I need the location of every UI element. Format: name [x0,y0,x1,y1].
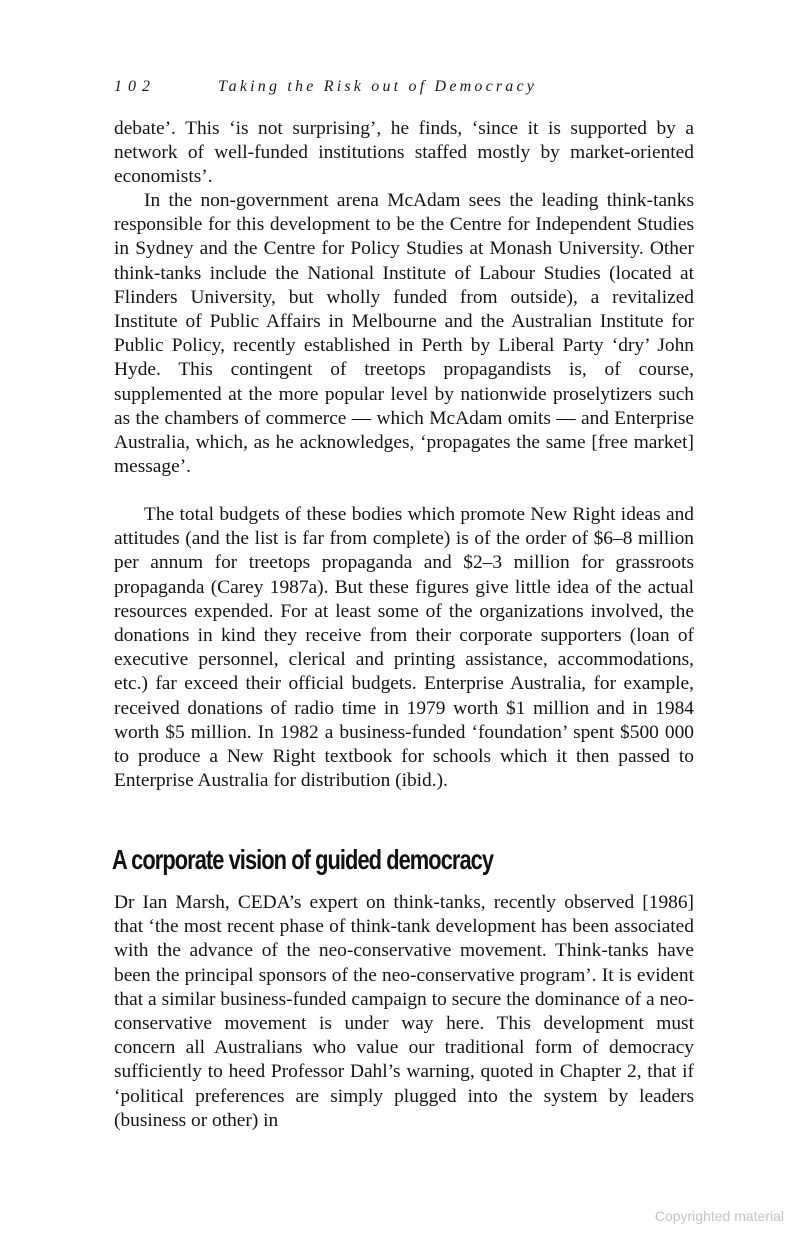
copyright-watermark: Copyrighted material [654,1208,784,1224]
paragraph-2: In the non-government arena McAdam sees the leading think-tanks responsible for this development to be the Centre for Independent Studies in Sydney and the Centre for Policy Studies at Monash University. Other think-tanks include the National Institute of Labour Studies (located at Flinders University, but wholly funded from outside), a revitalized Institute of Public Affairs in Melbourne and the Australian Institute for Public Policy, recently established in Perth by Liberal Party ‘dry’ John Hyde. This contingent of treetops propagandists is, of course, supplemented at the more popular level by nationwide proselytizers such as the chambers of commerce — which McAdam omits — and Enterprise Australia, which, as he acknowledges, ‘propagates the same [free market] message’. [114,190,694,478]
running-head [114,78,694,102]
page-number: 102 [114,78,156,95]
paragraph-3: The total budgets of these bodies which promote New Right ideas and attitudes (and the list is far from complete) is of the order of $6–8 million per annum for treetops propaganda and $2–3 million for grassroots propaganda (Carey 1987a). But these figures give little idea of the actual resources expended. For at least some of the organizations involved, the donations in kind they receive from their corporate supporters (loan of executive personnel, clerical and printing assistance, accommodations, etc.) far exceed their official budgets. Enterprise Australia, for example, received donations of radio time in 1979 worth $1 million and in 1984 worth $5 million. In 1982 a business-funded ‘foundation’ spent $500 000 to produce a New Right textbook for schools which it then passed to Enterprise Australia for distribution (ibid.). [114,504,694,792]
paragraph-1: debate’. This ‘is not surprising’, he finds, ‘since it is supported by a network of well-funded institutions staffed mostly by market-oriented economists’. [114,118,694,188]
paragraph-4: Dr Ian Marsh, CEDA’s expert on think-tanks, recently observed [1986] that ‘the most recent phase of think-tank development has been associated with the advance of the neo-conservative movement. Think-tanks have been the principal sponsors of the neo-conservative program’. It is evident that a similar business-funded campaign to secure the dominance of a neo-conservative movement is under way here. This development must concern all Australians who value our traditional form of democracy sufficiently to heed Professor Dahl’s warning, quoted in Chapter 2, that if ‘political preferences are simply plugged into the system by leaders (business or other) in [114,892,694,1131]
book-title: Taking the Risk out of Democracy [218,78,538,95]
section-heading: A corporate vision of guided democracy [112,844,494,875]
